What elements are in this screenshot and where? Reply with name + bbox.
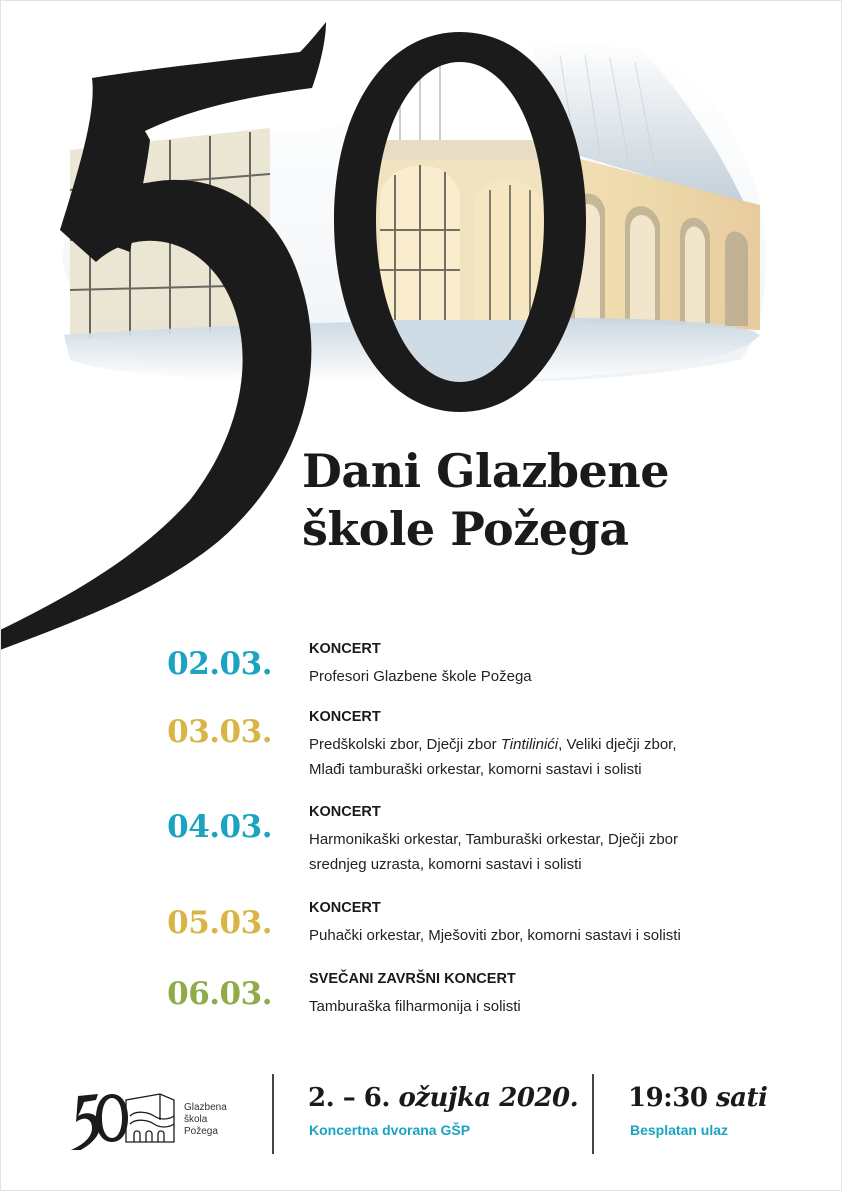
description-text: Harmonikaški orkestar, Tamburaški orkestar, Dječji zbor	[309, 831, 679, 848]
venue-label: Koncertna dvorana GŠP	[309, 1122, 471, 1138]
description-line	[309, 994, 769, 1019]
event-description	[309, 732, 769, 782]
event-date: 05.03.	[167, 905, 272, 941]
festival-dates	[308, 1082, 579, 1114]
title-line-1: Dani Glazbene	[302, 444, 669, 498]
description-line	[309, 852, 769, 877]
event-title: SVEČANI ZAVRŠNI KONCERT	[309, 971, 516, 987]
time-unit: sati	[716, 1083, 768, 1113]
event-title: KONCERT	[309, 709, 381, 725]
divider	[272, 1074, 274, 1154]
divider	[592, 1074, 594, 1154]
logo-line-2: škola	[184, 1114, 208, 1125]
event-date: 02.03.	[167, 646, 272, 682]
entry-label: Besplatan ulaz	[630, 1122, 729, 1138]
event-date: 04.03.	[167, 809, 272, 845]
description-text: Predškolski zbor, Dječji zbor	[309, 736, 501, 753]
event-description	[309, 923, 769, 948]
event-description	[309, 994, 769, 1019]
event-description	[309, 664, 769, 689]
event-title: KONCERT	[309, 641, 381, 657]
description-italic-text: Tintilinići	[500, 736, 559, 753]
time-value: 19:30	[628, 1083, 717, 1113]
dates-days: 2. – 6.	[308, 1083, 399, 1113]
logo-line-3: Požega	[184, 1126, 218, 1137]
description-text: Mlađi tamburaški orkestar, komorni sastavi i solisti	[309, 761, 642, 778]
footer	[0, 1070, 842, 1160]
description-text: Profesori Glazbene škole Požega	[309, 668, 532, 685]
school-logo	[64, 1080, 264, 1150]
description-line	[309, 923, 769, 948]
description-line	[309, 732, 769, 757]
title-line-2: škole Požega	[302, 502, 629, 556]
event-description	[309, 827, 769, 877]
event-title: KONCERT	[309, 900, 381, 916]
event-date: 06.03.	[167, 976, 272, 1012]
description-text: , Veliki dječji zbor,	[558, 736, 677, 753]
description-text: srednjeg uzrasta, komorni sastavi i solisti	[309, 856, 582, 873]
description-line	[309, 664, 769, 689]
description-line	[309, 827, 769, 852]
logo-mark-icon	[64, 1080, 184, 1150]
event-date: 03.03.	[167, 714, 272, 750]
logo-line-1: Glazbena	[184, 1102, 227, 1113]
logo-text	[184, 1102, 227, 1138]
poster-title	[302, 442, 669, 558]
description-line	[309, 757, 769, 782]
event-time	[628, 1082, 767, 1114]
dates-month-year: ožujka 2020.	[398, 1083, 579, 1113]
event-title: KONCERT	[309, 804, 381, 820]
description-text: Tamburaška filharmonija i solisti	[309, 998, 521, 1015]
description-text: Puhački orkestar, Mješoviti zbor, komorni sastavi i solisti	[309, 927, 681, 944]
